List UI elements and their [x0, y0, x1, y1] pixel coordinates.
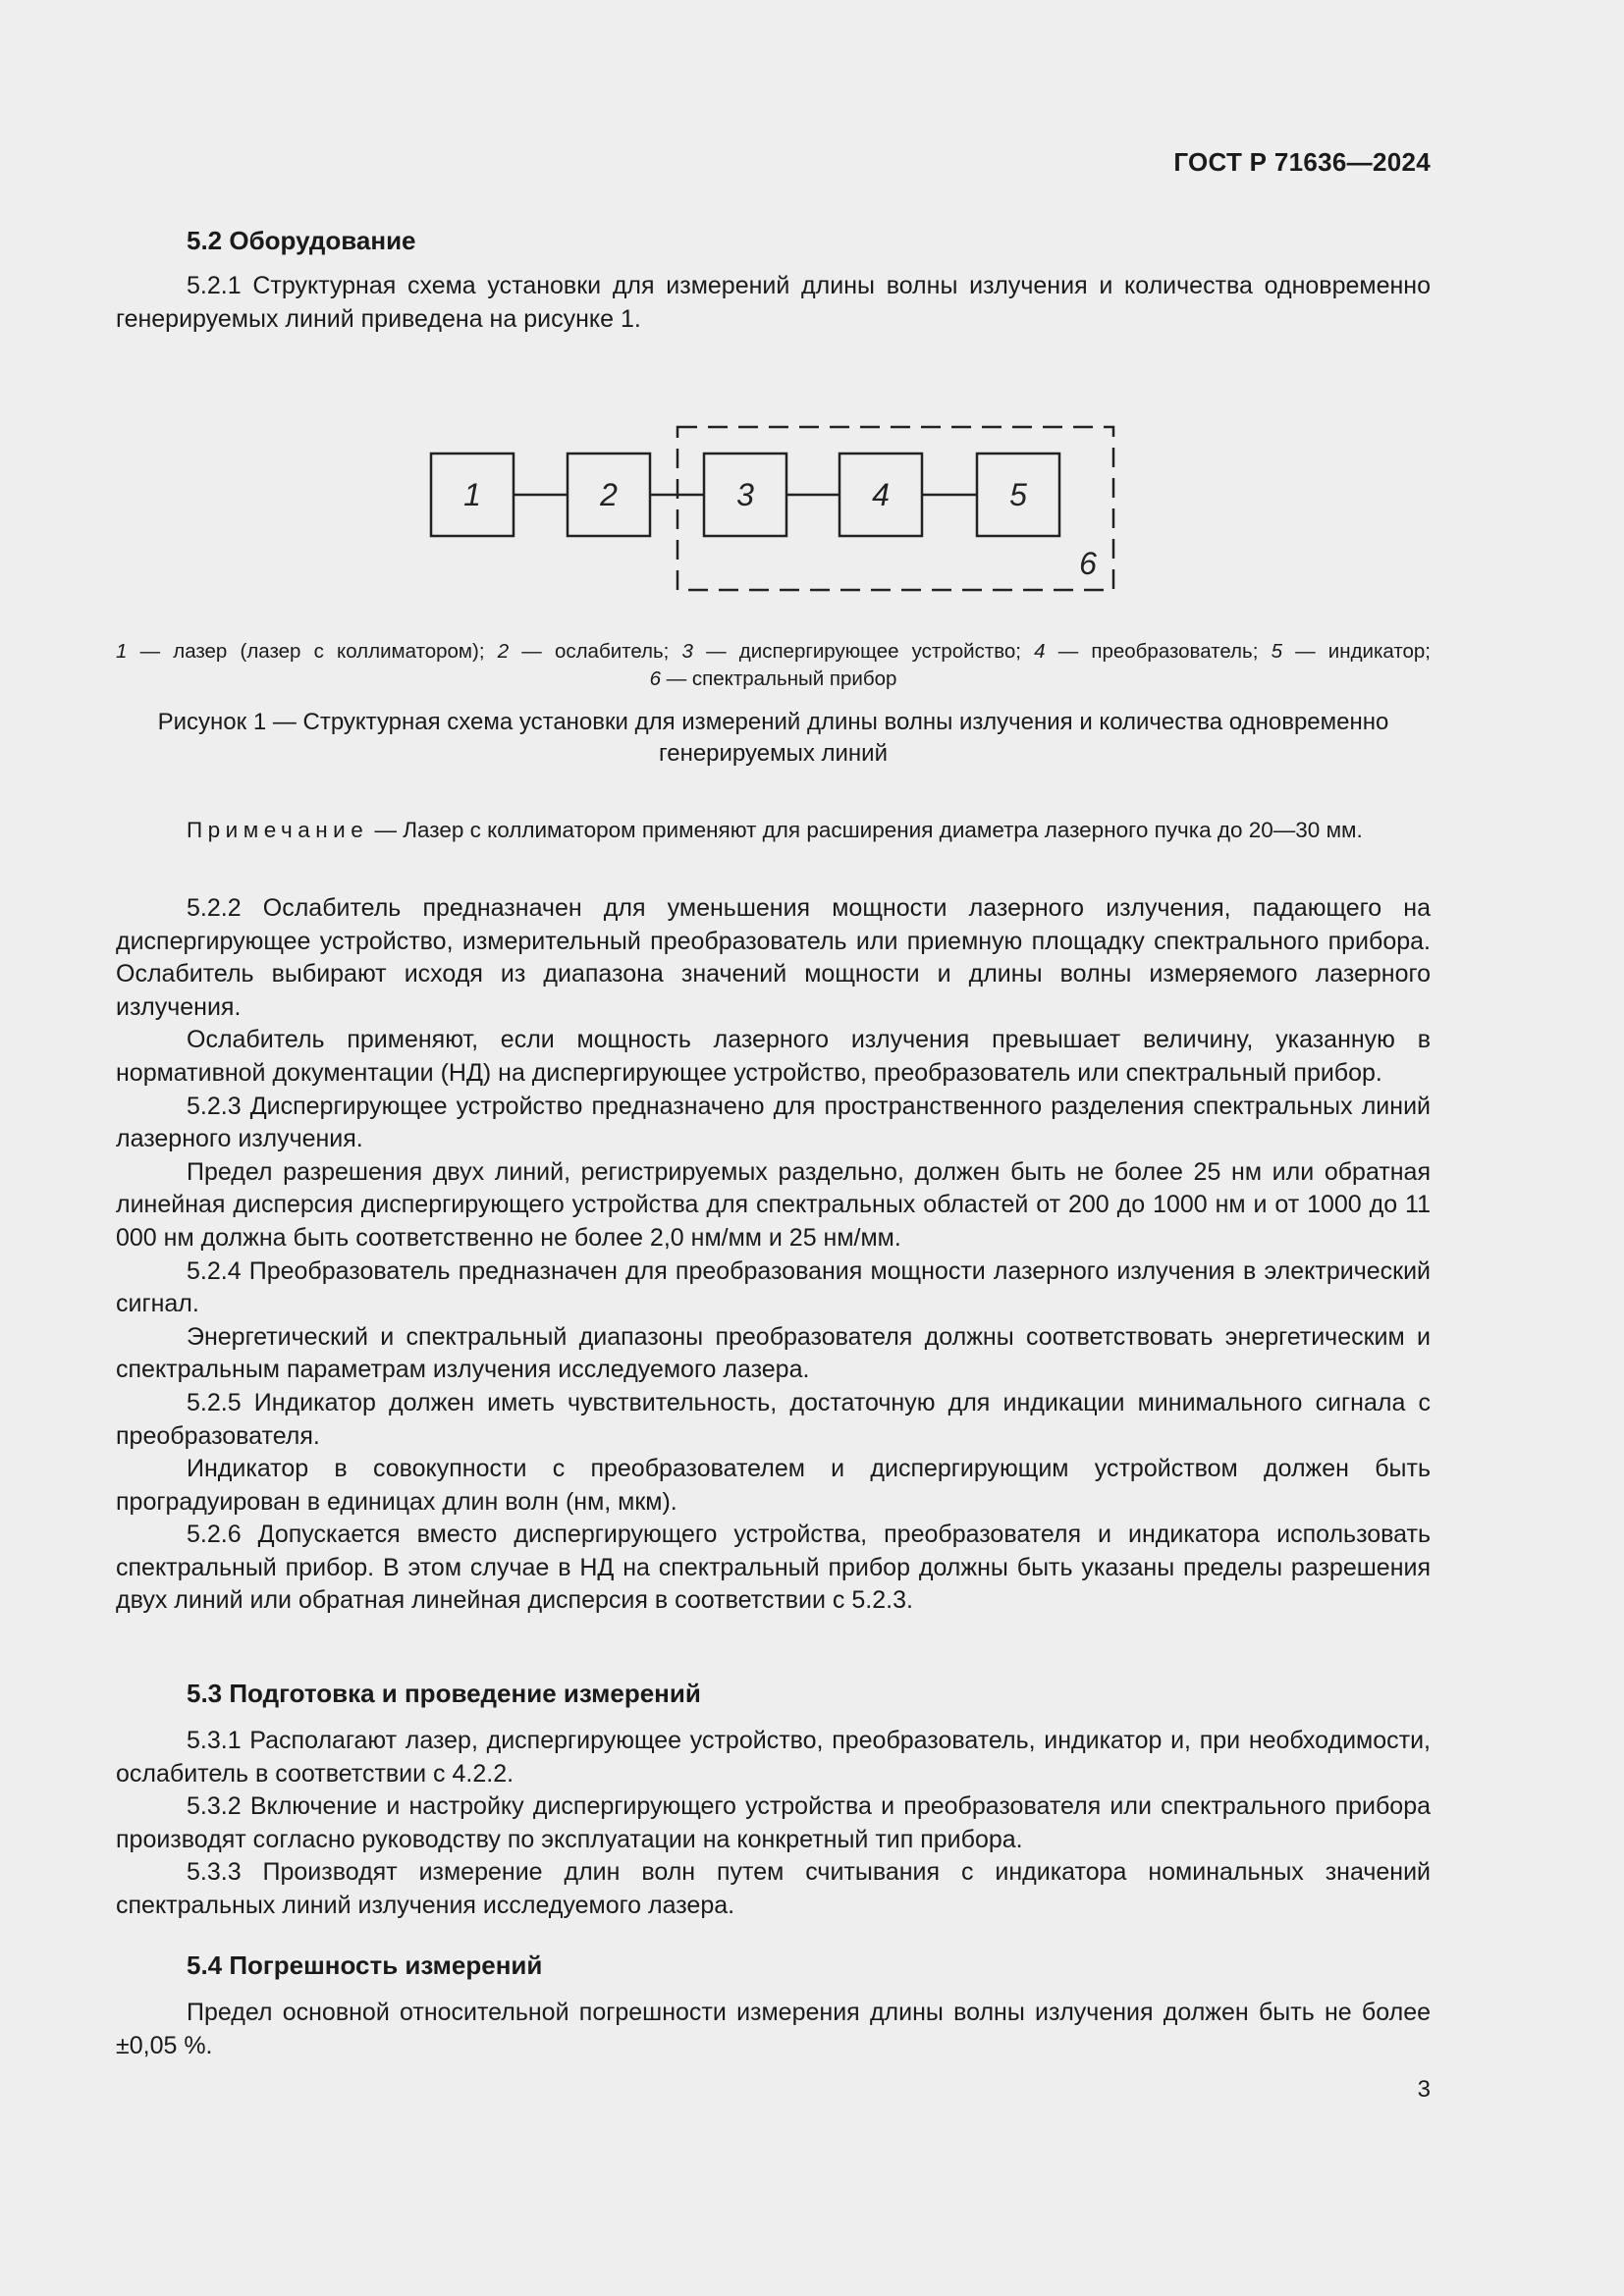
- paragraph: 5.2.4 Преобразователь предназначен для преобразования мощности лазерного излучения в электрический сигнал.: [116, 1256, 1431, 1318]
- paragraph: 5.3.3 Производят измерение длин волн путем считывания с индикатора номинальных значений спектральных линий излучения исследуемого лазера.: [116, 1858, 1431, 1919]
- note: [116, 816, 1431, 845]
- paragraph: Индикатор в совокупности с преобразователем и диспергирующим устройством должен быть проградуирован в единицах длин волн (нм, мкм).: [116, 1455, 1431, 1516]
- section-5-3: [116, 1677, 1431, 1923]
- paragraph: 5.3.1 Располагают лазер, диспергирующее устройство, преобразователь, индикатор и, при необходимости, ослабитель в соответствии с 4.2.2.: [116, 1727, 1431, 1788]
- paragraph: Предел основной относительной погрешности измерения длины волны излучения должен быть не более ±0,05 %.: [116, 1999, 1431, 2059]
- note-text: — Лазер с коллиматором применяют для расширения диаметра лазерного пучка до 20—30 мм.: [368, 818, 1363, 842]
- paragraph: Энергетический и спектральный диапазоны преобразователя должны соответствовать энергетическим и спектральным параметрам излучения исследуемого лазера.: [116, 1322, 1431, 1384]
- section-title: 5.4 Погрешность измерений: [187, 1950, 543, 1980]
- block-label: 4: [872, 477, 890, 512]
- page-number: 3: [1417, 2076, 1431, 2103]
- block-label: 5: [1009, 477, 1027, 512]
- paragraph: Предел разрешения двух линий, регистрируемых раздельно, должен быть не более 25 нм или обратная линейная дисперсия диспергирующего устройства для спектральных областей от 200 до 1000 нм и от 1000 до 11 000 нм должна быть соответственно не более 2,0 нм/мм и 25 нм/мм.: [116, 1157, 1431, 1252]
- block-label: 2: [600, 477, 618, 512]
- paragraph-5-2-1: 5.2.1 Структурная схема установки для измерений длины волны излучения и количества одновременно генерируемых линий приведена на рисунке 1.: [116, 272, 1431, 333]
- section-5-4: [116, 1949, 1431, 2062]
- section-title: 5.3 Подготовка и проведение измерений: [187, 1679, 701, 1708]
- caption-line: Рисунок 1 — Структурная схема установки для измерений длины волны излучения и количества одновременно: [157, 709, 1389, 735]
- group-label: 6: [1079, 546, 1097, 581]
- note-label: Примечание: [187, 818, 369, 842]
- legend-line: 1 — лазер (лазер с коллиматором); 2 — ослабитель; 3 — диспергирующее устройство; 4 — преобразователь; 5 — индикатор;: [116, 640, 1432, 663]
- caption-line: генерируемых линий: [659, 740, 888, 767]
- paragraph: 5.3.2 Включение и настройку диспергирующего устройства и преобразователя или спектрального прибора производят согласно руководству по эксплуатации на конкретный тип прибора.: [116, 1792, 1431, 1853]
- figure-legend: [116, 638, 1431, 693]
- block-label: 1: [463, 477, 481, 512]
- paragraph: 5.2.2 Ослабитель предназначен для уменьшения мощности лазерного излучения, падающего на диспергирующее устройство, измерительный преобразователь или приемную площадку спектрального прибора. Ослабитель выбирают исходя из диапазона значений мощности и длины волны измеряемого лазерного излучения.: [116, 894, 1431, 1021]
- block-diagram: [0, 0, 1624, 609]
- legend-line: 6 — спектральный прибор: [649, 667, 897, 690]
- document-id: ГОСТ Р 71636—2024: [1173, 147, 1431, 177]
- paragraph: Ослабитель применяют, если мощность лазерного излучения превышает величину, указанную в нормативной документации (НД) на диспергирующее устройство, преобразователь или спектральный прибор.: [116, 1026, 1431, 1087]
- section-title: 5.2 Оборудование: [187, 226, 416, 255]
- paragraph: 5.2.5 Индикатор должен иметь чувствительность, достаточную для индикации минимального сигнала с преобразователя.: [116, 1388, 1431, 1450]
- paragraph: 5.2.6 Допускается вместо диспергирующего устройства, преобразователя и индикатора использовать спектральный прибор. В этом случае в НД на спектральный прибор должны быть указаны пределы разрешения двух линий или обратная линейная дисперсия в соответствии с 5.2.3.: [116, 1521, 1431, 1615]
- figure-caption: [116, 707, 1431, 770]
- block-label: 3: [736, 477, 754, 512]
- section-5-2-body: [116, 892, 1431, 1618]
- paragraph: 5.2.3 Диспергирующее устройство предназначено для пространственного разделения спектральных линий лазерного излучения.: [116, 1092, 1431, 1153]
